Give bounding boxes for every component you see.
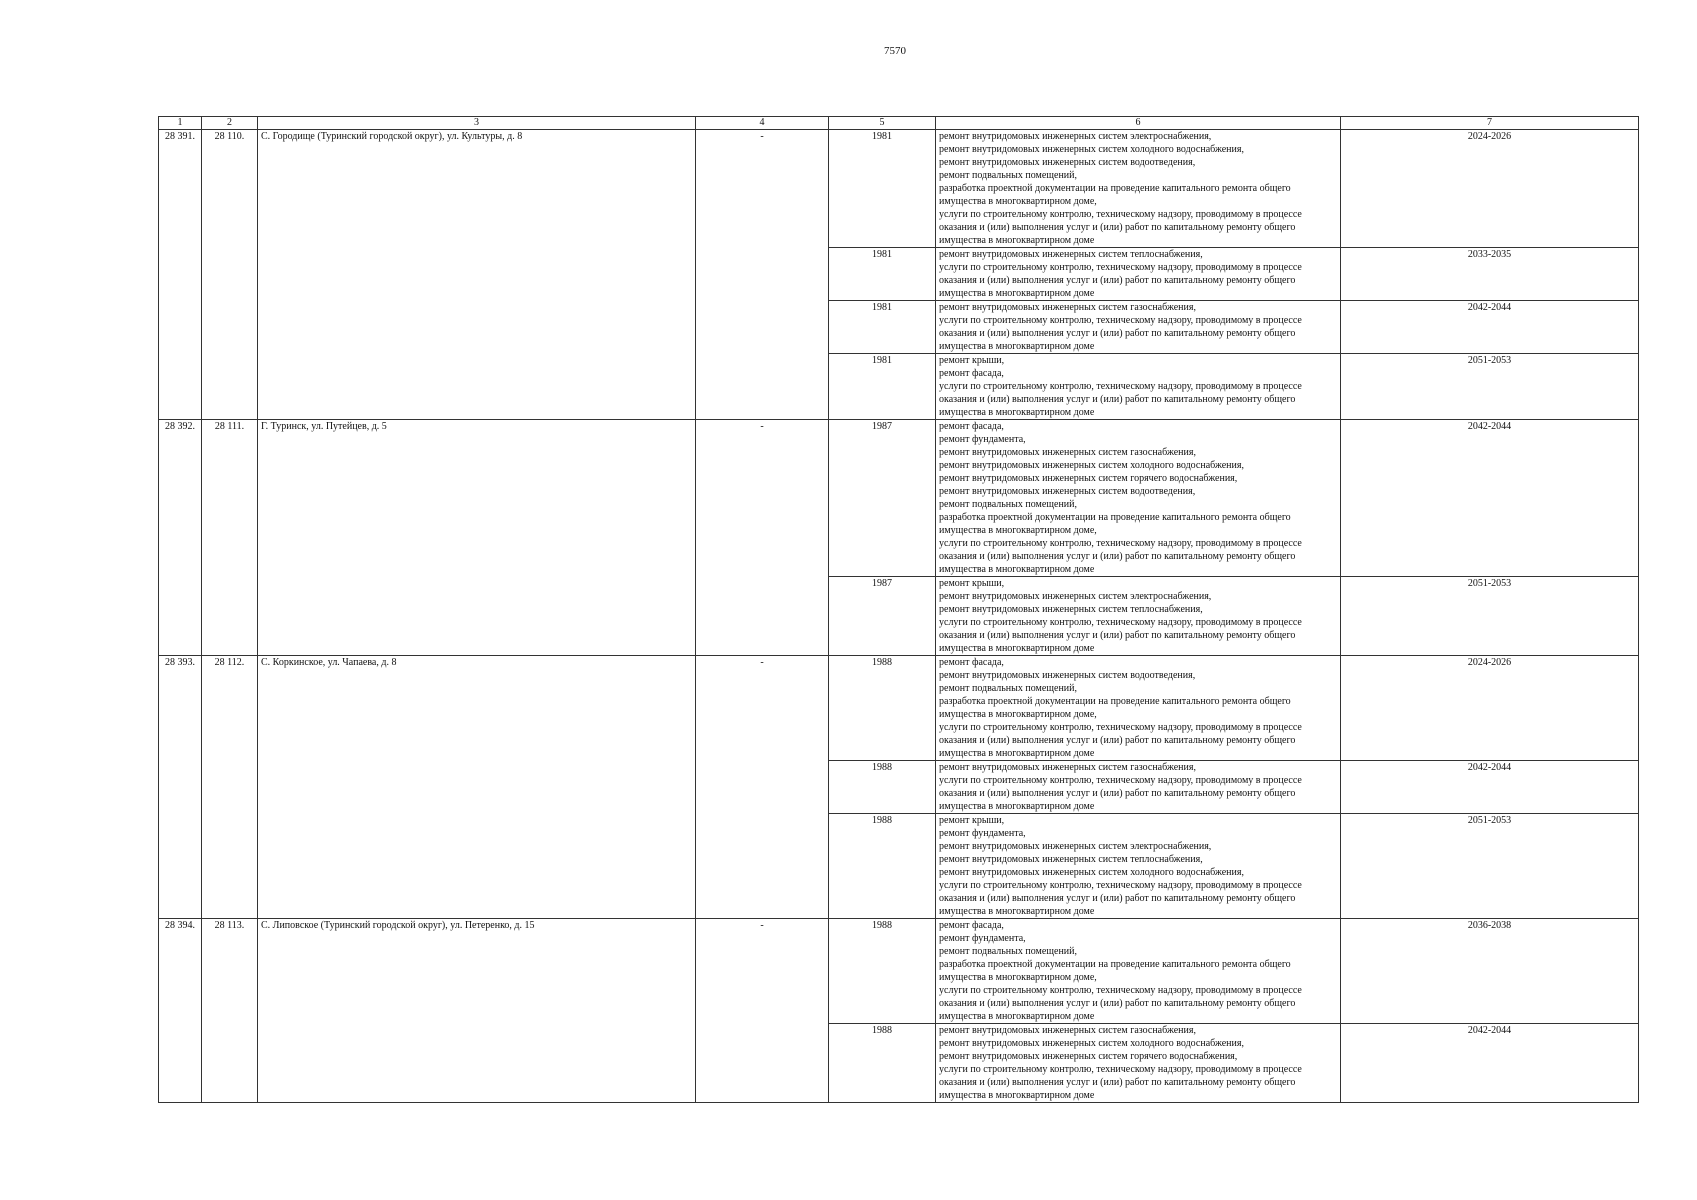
construction-year: 1987 — [829, 420, 936, 577]
repair-works-list — [936, 354, 1341, 420]
repair-work-item: ремонт внутридомовых инженерных систем газоснабжения, — [939, 762, 1196, 773]
repair-work-item: ремонт подвальных помещений, — [939, 499, 1077, 510]
repair-work-item: услуги по строительному контролю, техническому надзору, проводимому в процессе — [939, 262, 1302, 273]
record-address: Г. Туринск, ул. Путейцев, д. 5 — [258, 420, 696, 656]
repair-work-item: ремонт внутридомовых инженерных систем теплоснабжения, — [939, 249, 1203, 260]
repair-work-item: имущества в многоквартирном доме — [939, 906, 1095, 917]
record-number: 28 391. — [159, 130, 202, 420]
header-col-3: 3 — [258, 117, 696, 130]
header-row — [159, 117, 1639, 130]
repair-work-item: ремонт внутридомовых инженерных систем холодного водоснабжения, — [939, 867, 1244, 878]
repair-work-item: ремонт внутридомовых инженерных систем газоснабжения, — [939, 1025, 1196, 1036]
record-number: 28 394. — [159, 919, 202, 1103]
repair-work-item: имущества в многоквартирном доме — [939, 288, 1095, 299]
repair-work-item: имущества в многоквартирном доме — [939, 1090, 1095, 1101]
repair-work-item: ремонт фасада, — [939, 920, 1004, 931]
repair-work-item: ремонт фасада, — [939, 421, 1004, 432]
construction-year: 1987 — [829, 577, 936, 656]
record-address: С. Коркинское, ул. Чапаева, д. 8 — [258, 656, 696, 919]
repair-works-list — [936, 130, 1341, 248]
repair-work-item: ремонт подвальных помещений, — [939, 170, 1077, 181]
repair-work-item: оказания и (или) выполнения услуг и (или) работ по капитальному ремонту общего — [939, 222, 1296, 233]
record-col4-value: - — [696, 656, 829, 919]
repair-work-item: ремонт внутридомовых инженерных систем горячего водоснабжения, — [939, 473, 1238, 484]
repair-work-item: ремонт фундамента, — [939, 933, 1026, 944]
repair-work-item: оказания и (или) выполнения услуг и (или) работ по капитальному ремонту общего — [939, 998, 1296, 1009]
repair-works-list — [936, 577, 1341, 656]
construction-year: 1988 — [829, 814, 936, 919]
repair-works-list — [936, 919, 1341, 1024]
construction-year: 1981 — [829, 248, 936, 301]
repair-work-item: ремонт внутридомовых инженерных систем холодного водоснабжения, — [939, 460, 1244, 471]
construction-year: 1988 — [829, 919, 936, 1024]
repair-work-item: имущества в многоквартирном доме — [939, 748, 1095, 759]
repair-work-item: имущества в многоквартирном доме — [939, 407, 1095, 418]
repair-period: 2042-2044 — [1341, 1024, 1639, 1103]
repair-work-item: ремонт крыши, — [939, 578, 1005, 589]
repair-work-item: ремонт подвальных помещений, — [939, 946, 1077, 957]
construction-year: 1988 — [829, 1024, 936, 1103]
repair-work-item: ремонт внутридомовых инженерных систем электроснабжения, — [939, 131, 1212, 142]
construction-year: 1988 — [829, 656, 936, 761]
repair-work-item: имущества в многоквартирном доме — [939, 1011, 1095, 1022]
record-col4-value: - — [696, 420, 829, 656]
repair-work-item: услуги по строительному контролю, техническому надзору, проводимому в процессе — [939, 381, 1302, 392]
repair-work-item: разработка проектной документации на проведение капитального ремонта общего — [939, 959, 1291, 970]
record-code: 28 110. — [202, 130, 258, 420]
repair-works-list — [936, 1024, 1341, 1103]
repair-work-item: имущества в многоквартирном доме — [939, 643, 1095, 654]
header-col-5: 5 — [829, 117, 936, 130]
repair-work-item: оказания и (или) выполнения услуг и (или) работ по капитальному ремонту общего — [939, 630, 1296, 641]
repair-work-item: имущества в многоквартирном доме, — [939, 709, 1097, 720]
repair-work-item: ремонт внутридомовых инженерных систем водоотведения, — [939, 157, 1196, 168]
repair-work-item: услуги по строительному контролю, техническому надзору, проводимому в процессе — [939, 617, 1302, 628]
construction-year: 1981 — [829, 301, 936, 354]
repair-work-item: имущества в многоквартирном доме — [939, 564, 1095, 575]
repair-work-item: ремонт крыши, — [939, 815, 1005, 826]
capital-repair-table — [158, 116, 1639, 1103]
repair-work-item: услуги по строительному контролю, техническому надзору, проводимому в процессе — [939, 775, 1302, 786]
header-col-6: 6 — [936, 117, 1341, 130]
repair-work-item: оказания и (или) выполнения услуг и (или) работ по капитальному ремонту общего — [939, 1077, 1296, 1088]
record-col4-value: - — [696, 919, 829, 1103]
repair-work-item: ремонт внутридомовых инженерных систем холодного водоснабжения, — [939, 1038, 1244, 1049]
repair-work-item: оказания и (или) выполнения услуг и (или) работ по капитальному ремонту общего — [939, 893, 1296, 904]
repair-work-item: ремонт фундамента, — [939, 828, 1026, 839]
repair-work-item: ремонт фундамента, — [939, 434, 1026, 445]
repair-work-item: ремонт внутридомовых инженерных систем холодного водоснабжения, — [939, 144, 1244, 155]
repair-work-item: имущества в многоквартирном доме — [939, 801, 1095, 812]
repair-works-list — [936, 301, 1341, 354]
table-row — [159, 420, 1639, 577]
repair-work-item: оказания и (или) выполнения услуг и (или) работ по капитальному ремонту общего — [939, 328, 1296, 339]
record-col4-value: - — [696, 130, 829, 420]
repair-work-item: имущества в многоквартирном доме — [939, 235, 1095, 246]
repair-work-item: разработка проектной документации на проведение капитального ремонта общего — [939, 183, 1291, 194]
repair-period: 2042-2044 — [1341, 301, 1639, 354]
repair-work-item: ремонт внутридомовых инженерных систем электроснабжения, — [939, 591, 1212, 602]
repair-work-item: ремонт внутридомовых инженерных систем теплоснабжения, — [939, 854, 1203, 865]
repair-work-item: услуги по строительному контролю, техническому надзору, проводимому в процессе — [939, 1064, 1302, 1075]
repair-period: 2042-2044 — [1341, 761, 1639, 814]
table-body — [159, 130, 1639, 1103]
construction-year: 1981 — [829, 130, 936, 248]
repair-work-item: разработка проектной документации на проведение капитального ремонта общего — [939, 512, 1291, 523]
repair-work-item: услуги по строительному контролю, техническому надзору, проводимому в процессе — [939, 538, 1302, 549]
repair-work-item: услуги по строительному контролю, техническому надзору, проводимому в процессе — [939, 985, 1302, 996]
repair-works-list — [936, 248, 1341, 301]
record-number: 28 392. — [159, 420, 202, 656]
repair-work-item: ремонт внутридомовых инженерных систем электроснабжения, — [939, 841, 1212, 852]
repair-period: 2033-2035 — [1341, 248, 1639, 301]
header-col-2: 2 — [202, 117, 258, 130]
repair-works-list — [936, 656, 1341, 761]
record-code: 28 112. — [202, 656, 258, 919]
repair-work-item: оказания и (или) выполнения услуг и (или) работ по капитальному ремонту общего — [939, 788, 1296, 799]
repair-work-item: услуги по строительному контролю, техническому надзору, проводимому в процессе — [939, 880, 1302, 891]
record-number: 28 393. — [159, 656, 202, 919]
repair-period: 2036-2038 — [1341, 919, 1639, 1024]
repair-work-item: имущества в многоквартирном доме, — [939, 196, 1097, 207]
repair-work-item: ремонт внутридомовых инженерных систем водоотведения, — [939, 670, 1196, 681]
repair-works-list — [936, 814, 1341, 919]
repair-work-item: ремонт внутридомовых инженерных систем газоснабжения, — [939, 447, 1196, 458]
record-address: С. Городище (Туринский городской округ), ул. Культуры, д. 8 — [258, 130, 696, 420]
repair-work-item: разработка проектной документации на проведение капитального ремонта общего — [939, 696, 1291, 707]
page-number: 7570 — [884, 45, 906, 57]
repair-period: 2051-2053 — [1341, 577, 1639, 656]
repair-work-item: оказания и (или) выполнения услуг и (или) работ по капитальному ремонту общего — [939, 551, 1296, 562]
repair-work-item: услуги по строительному контролю, техническому надзору, проводимому в процессе — [939, 315, 1302, 326]
repair-work-item: услуги по строительному контролю, техническому надзору, проводимому в процессе — [939, 209, 1302, 220]
repair-work-item: имущества в многоквартирном доме, — [939, 972, 1097, 983]
record-address: С. Липовское (Туринский городской округ), ул. Петеренко, д. 15 — [258, 919, 696, 1103]
header-col-4: 4 — [696, 117, 829, 130]
repair-work-item: ремонт подвальных помещений, — [939, 683, 1077, 694]
repair-period: 2051-2053 — [1341, 814, 1639, 919]
repair-period: 2042-2044 — [1341, 420, 1639, 577]
column-number-header — [159, 117, 1639, 130]
repair-work-item: услуги по строительному контролю, техническому надзору, проводимому в процессе — [939, 722, 1302, 733]
record-code: 28 113. — [202, 919, 258, 1103]
table-row — [159, 130, 1639, 248]
repair-work-item: оказания и (или) выполнения услуг и (или) работ по капитальному ремонту общего — [939, 275, 1296, 286]
repair-work-item: оказания и (или) выполнения услуг и (или) работ по капитальному ремонту общего — [939, 394, 1296, 405]
header-col-7: 7 — [1341, 117, 1639, 130]
construction-year: 1981 — [829, 354, 936, 420]
header-col-1: 1 — [159, 117, 202, 130]
repair-work-item: ремонт фасада, — [939, 657, 1004, 668]
repair-work-item: ремонт внутридомовых инженерных систем теплоснабжения, — [939, 604, 1203, 615]
table-row — [159, 919, 1639, 1024]
repair-work-item: имущества в многоквартирном доме — [939, 341, 1095, 352]
repair-work-item: оказания и (или) выполнения услуг и (или) работ по капитальному ремонту общего — [939, 735, 1296, 746]
table-row — [159, 656, 1639, 761]
record-code: 28 111. — [202, 420, 258, 656]
repair-period: 2051-2053 — [1341, 354, 1639, 420]
repair-period: 2024-2026 — [1341, 130, 1639, 248]
repair-work-item: ремонт фасада, — [939, 368, 1004, 379]
repair-work-item: ремонт внутридомовых инженерных систем горячего водоснабжения, — [939, 1051, 1238, 1062]
repair-work-item: имущества в многоквартирном доме, — [939, 525, 1097, 536]
repair-period: 2024-2026 — [1341, 656, 1639, 761]
repair-work-item: ремонт крыши, — [939, 355, 1005, 366]
repair-work-item: ремонт внутридомовых инженерных систем газоснабжения, — [939, 302, 1196, 313]
construction-year: 1988 — [829, 761, 936, 814]
repair-work-item: ремонт внутридомовых инженерных систем водоотведения, — [939, 486, 1196, 497]
repair-works-list — [936, 761, 1341, 814]
repair-works-list — [936, 420, 1341, 577]
